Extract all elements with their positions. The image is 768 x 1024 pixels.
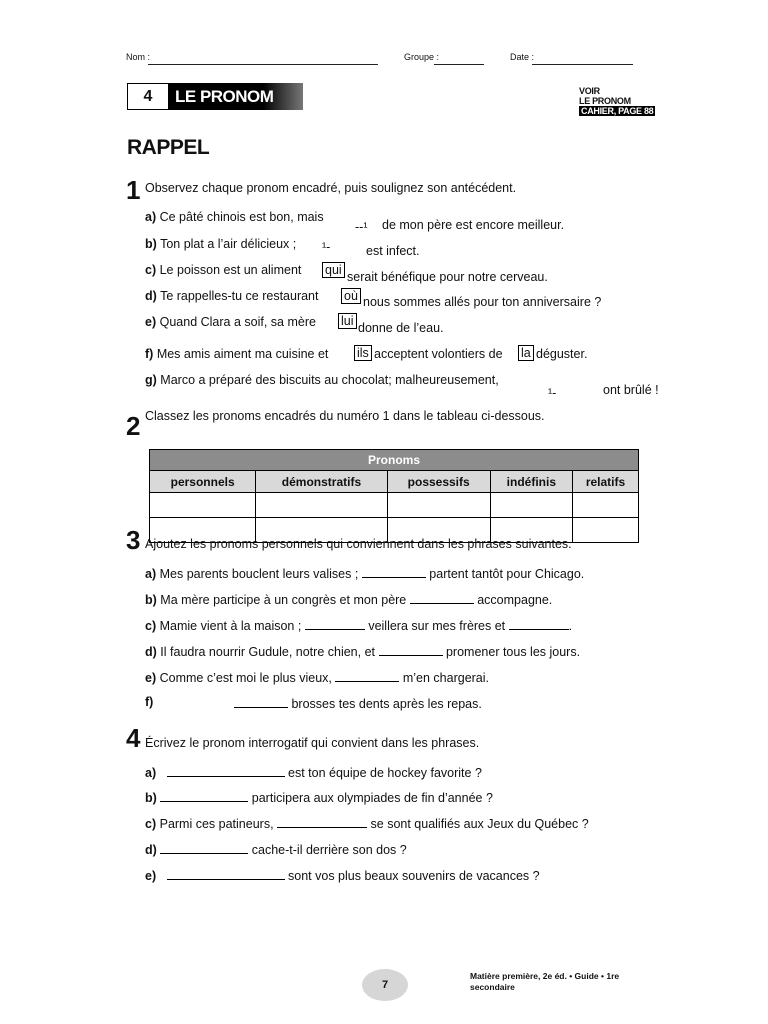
see-line1: VOIR xyxy=(579,86,600,96)
q1-item-d: d) Te rappelles-tu ce restaurant xyxy=(145,289,319,303)
q3-item-d: d) Il faudra nourrir Gudule, notre chien, et promener tous les jours. xyxy=(145,645,581,659)
table-cell[interactable] xyxy=(150,493,256,518)
question-3-number: 3 xyxy=(126,525,141,555)
table-cell[interactable] xyxy=(256,493,387,518)
q1-item-f-boxed-pronoun-1: ils xyxy=(354,345,372,361)
answer-blank[interactable] xyxy=(167,867,285,880)
q1-item-a-end: de mon père est encore meilleur. xyxy=(382,218,565,232)
question-3-instruction: Ajoutez les pronoms personnels qui conviennent dans les phrases suivantes. xyxy=(145,537,572,551)
question-2-number: 2 xyxy=(126,411,141,441)
answer-blank[interactable] xyxy=(277,815,367,828)
answer-blank[interactable] xyxy=(379,643,443,656)
chapter-number: 4 xyxy=(127,83,169,110)
question-1-instruction: Observez chaque pronom encadré, puis soulignez son antécédent. xyxy=(145,181,517,195)
q4-item-d: d) cache-t-il derrière son dos ? xyxy=(145,843,407,857)
answer-blank[interactable] xyxy=(167,764,285,777)
q1-item-f: f) Mes amis aiment ma cuisine et xyxy=(145,347,329,361)
col-indefinis: indéfinis xyxy=(490,471,572,493)
pronouns-table-title: Pronoms xyxy=(150,450,639,471)
q1-item-c-boxed-pronoun: qui xyxy=(322,262,345,278)
table-cell[interactable] xyxy=(572,518,638,543)
answer-blank[interactable] xyxy=(335,669,399,682)
q1-item-b-end: est infect. xyxy=(366,244,420,258)
group-label: Groupe : xyxy=(404,52,440,62)
q4-item-e: e) sont vos plus beaux souvenirs de vacances ? xyxy=(145,869,540,883)
name-label: Nom : xyxy=(126,52,151,62)
q1-item-f-middle: acceptent volontiers de xyxy=(374,347,503,361)
q1-item-e-boxed-pronoun: lui xyxy=(338,313,357,329)
q3-item-e: e) Comme c’est moi le plus vieux, m’en chargerai. xyxy=(145,671,490,685)
q3-item-c: c) Mamie vient à la maison ; veillera sur mes frères et . xyxy=(145,619,573,633)
q1-item-d-boxed-pronoun: où xyxy=(341,288,361,304)
see-line3: CAHIER, PAGE 88 xyxy=(581,106,654,116)
q4-item-a: a) est ton équipe de hockey favorite ? xyxy=(145,766,482,780)
q1-item-c-end: serait bénéfique pour notre cerveau. xyxy=(347,270,548,284)
q4-item-c: c) Parmi ces patineurs, se sont qualifiés aux Jeux du Québec ? xyxy=(145,817,589,831)
chapter-title: LE PRONOM xyxy=(169,83,303,110)
q1-item-e: e) Quand Clara a soif, sa mère xyxy=(145,315,316,329)
answer-blank[interactable] xyxy=(160,841,248,854)
question-4-number: 4 xyxy=(126,723,141,753)
section-title: RAPPEL xyxy=(127,136,210,159)
question-1-number: 1 xyxy=(126,175,141,205)
question-4-instruction: Écrivez le pronom interrogatif qui convient dans les phrases. xyxy=(145,736,480,750)
q1-item-d-end: nous sommes allés pour ton anniversaire ? xyxy=(363,295,602,309)
answer-blank[interactable] xyxy=(234,695,288,708)
q1-item-e-end: donne de l’eau. xyxy=(358,321,444,335)
page-number: 7 xyxy=(362,969,408,1001)
q3-item-f: f) xyxy=(145,695,154,709)
group-field[interactable] xyxy=(434,64,484,65)
q1-item-f-boxed-pronoun-2: la xyxy=(518,345,534,361)
answer-blank[interactable] xyxy=(410,591,474,604)
question-2-instruction: Classez les pronoms encadrés du numéro 1 dans le tableau ci-dessous. xyxy=(145,409,545,423)
q3-item-f-body: brosses tes dents après les repas. xyxy=(234,695,482,711)
q1-item-b: b) Ton plat a l’air délicieux ; xyxy=(145,237,297,251)
table-cell[interactable] xyxy=(387,493,490,518)
col-possessifs: possessifs xyxy=(387,471,490,493)
col-demonstratifs: démonstratifs xyxy=(256,471,387,493)
date-label: Date : xyxy=(510,52,535,62)
answer-blank[interactable] xyxy=(362,565,426,578)
see-reference xyxy=(579,86,655,116)
table-cell[interactable] xyxy=(572,493,638,518)
q1-item-g-end: ont brûlé ! xyxy=(603,383,659,397)
date-field[interactable] xyxy=(532,64,633,65)
answer-blank[interactable] xyxy=(305,617,365,630)
pronouns-table xyxy=(149,449,639,543)
col-personnels: personnels xyxy=(150,471,256,493)
q1-item-g: g) Marco a préparé des biscuits au chocolat; malheureusement, xyxy=(145,373,499,387)
q3-item-b: b) Ma mère participe à un congrès et mon père accompagne. xyxy=(145,593,553,607)
table-cell[interactable] xyxy=(490,493,572,518)
see-line2: LE PRONOM xyxy=(579,96,631,106)
chapter-banner xyxy=(127,83,303,110)
col-relatifs: relatifs xyxy=(572,471,638,493)
answer-blank[interactable] xyxy=(160,789,248,802)
q1-item-c: c) Le poisson est un aliment xyxy=(145,263,302,277)
q1-item-g-mark: ¹- xyxy=(548,386,557,400)
q1-item-a: a) Ce pâté chinois est bon, mais xyxy=(145,210,324,224)
q4-item-b: b) participera aux olympiades de fin d’année ? xyxy=(145,791,493,805)
q1-item-f-end: déguster. xyxy=(536,347,588,361)
name-field[interactable] xyxy=(148,64,378,65)
footer-credit: Matière première, 2e éd. • Guide • 1re secondaire xyxy=(470,971,620,992)
q1-item-a-mark: --¹ xyxy=(355,220,368,234)
answer-blank[interactable] xyxy=(509,617,569,630)
q1-item-b-mark: ¹- xyxy=(322,240,331,254)
q3-item-a: a) Mes parents bouclent leurs valises ; partent tantôt pour Chicago. xyxy=(145,567,585,581)
